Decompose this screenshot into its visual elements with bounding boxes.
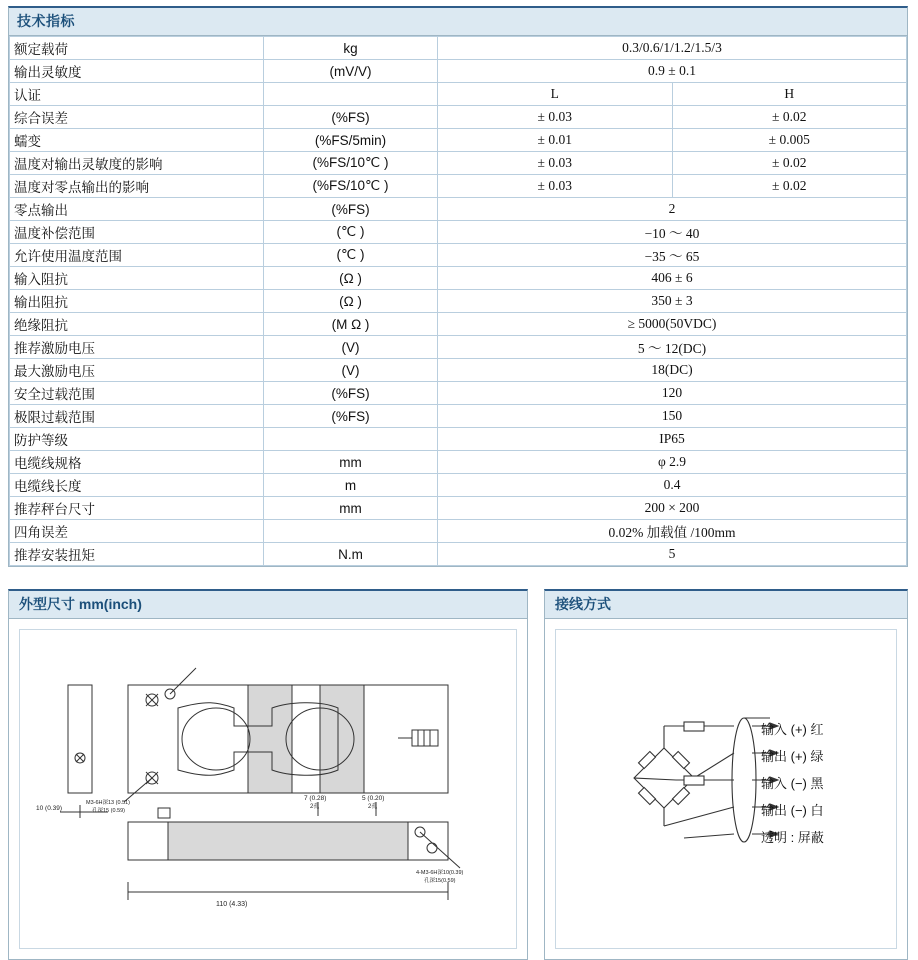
table-row <box>10 129 907 152</box>
table-row <box>10 405 907 428</box>
spec-value-cell: 200 × 200 <box>438 497 907 520</box>
spec-unit-cell: (%FS) <box>264 198 438 221</box>
table-row <box>10 221 907 244</box>
table-row <box>10 313 907 336</box>
specifications-block <box>8 6 908 567</box>
table-row <box>10 290 907 313</box>
spec-name-cell: 输出阻抗 <box>10 290 264 313</box>
spec-value-cell: 2 <box>438 198 907 221</box>
table-row <box>10 428 907 451</box>
spec-value-cell: 0.02% 加载值 /100mm <box>438 520 907 543</box>
svg-text:2孔: 2孔 <box>368 804 378 810</box>
spec-value-cell: 120 <box>438 382 907 405</box>
table-row <box>10 336 907 359</box>
dim-label-hole-left2: 孔深15 (0.59) <box>92 808 126 814</box>
spec-value-l-cell: ± 0.01 <box>438 129 673 152</box>
spec-unit-cell: N.m <box>264 543 438 566</box>
table-row <box>10 382 907 405</box>
dim-label-bottom-right2: 孔深15(0.59) <box>424 878 456 884</box>
wiring-labels <box>761 716 824 851</box>
spec-unit-cell: (%FS/5min) <box>264 129 438 152</box>
spec-value-h-cell: ± 0.02 <box>672 106 907 129</box>
wiring-diagram <box>556 630 898 948</box>
table-row <box>10 497 907 520</box>
spec-value-cell: ≥ 5000(50VDC) <box>438 313 907 336</box>
spec-unit-cell: (M Ω ) <box>264 313 438 336</box>
dim-label-bottom: 110 (4.33) <box>216 901 248 908</box>
wiring-diagram-frame <box>555 629 897 949</box>
spec-unit-cell: (Ω ) <box>264 267 438 290</box>
spec-name-cell: 认证 <box>10 83 264 106</box>
table-row <box>10 267 907 290</box>
spec-name-cell: 推荐秤台尺寸 <box>10 497 264 520</box>
spec-value-cell: 5 ～ 12(DC) <box>438 336 907 359</box>
spec-name-cell: 推荐激励电压 <box>10 336 264 359</box>
dimension-panel-title: 外型尺寸 mm(inch) <box>9 591 527 619</box>
spec-value-cell: φ 2.9 <box>438 451 907 474</box>
spec-name-cell: 推荐安装扭矩 <box>10 543 264 566</box>
spec-unit-cell: (%FS) <box>264 106 438 129</box>
spec-unit-cell: mm <box>264 497 438 520</box>
spec-unit-cell: (V) <box>264 336 438 359</box>
spec-unit-cell: (%FS/10℃ ) <box>264 152 438 175</box>
spec-unit-cell: (V) <box>264 359 438 382</box>
wiring-panel-title: 接线方式 <box>545 591 907 619</box>
spec-value-cell: 406 ± 6 <box>438 267 907 290</box>
spec-value-h-cell: H <box>672 83 907 106</box>
table-row <box>10 359 907 382</box>
spec-name-cell: 安全过载范围 <box>10 382 264 405</box>
spec-unit-cell: (℃ ) <box>264 221 438 244</box>
spec-name-cell: 极限过载范围 <box>10 405 264 428</box>
wire-label-0: 输入 (+) 红 <box>761 722 824 737</box>
specifications-table <box>9 36 907 566</box>
spec-name-cell: 四角误差 <box>10 520 264 543</box>
spec-name-cell: 电缆线规格 <box>10 451 264 474</box>
wire-label-1: 输出 (+) 绿 <box>761 749 824 764</box>
dim-label-hole-left: M3-6H深13 (0.51) <box>86 800 131 806</box>
spec-value-cell: 0.9 ± 0.1 <box>438 60 907 83</box>
dimension-drawing <box>20 630 518 948</box>
spec-unit-cell <box>264 520 438 543</box>
wire-label-3: 输出 (−) 白 <box>761 803 824 818</box>
spec-value-l-cell: ± 0.03 <box>438 175 673 198</box>
spec-unit-cell: (℃ ) <box>264 244 438 267</box>
spec-value-h-cell: ± 0.02 <box>672 175 907 198</box>
dimension-panel <box>8 589 528 960</box>
spec-unit-cell <box>264 428 438 451</box>
spec-unit-cell: kg <box>264 37 438 60</box>
spec-unit-cell: mm <box>264 451 438 474</box>
spec-name-cell: 输入阻抗 <box>10 267 264 290</box>
table-row <box>10 60 907 83</box>
spec-value-h-cell: ± 0.005 <box>672 129 907 152</box>
table-row <box>10 543 907 566</box>
spec-name-cell: 最大激励电压 <box>10 359 264 382</box>
spec-name-cell: 温度对输出灵敏度的影响 <box>10 152 264 175</box>
table-row <box>10 83 907 106</box>
spec-name-cell: 防护等级 <box>10 428 264 451</box>
spec-name-cell: 输出灵敏度 <box>10 60 264 83</box>
spec-value-cell: 18(DC) <box>438 359 907 382</box>
table-row <box>10 152 907 175</box>
spec-value-cell: −35 ～ 65 <box>438 244 907 267</box>
table-row <box>10 520 907 543</box>
table-row <box>10 106 907 129</box>
spec-unit-cell: (%FS/10℃ ) <box>264 175 438 198</box>
table-row <box>10 474 907 497</box>
spec-unit-cell <box>264 83 438 106</box>
dim-label-bottom-right: 4-M3-6H深10(0.39) <box>416 870 464 876</box>
dim-label-mid: 7 (0.28) <box>304 795 327 802</box>
spec-value-l-cell: ± 0.03 <box>438 106 673 129</box>
spec-value-h-cell: ± 0.02 <box>672 152 907 175</box>
spec-value-cell: 0.3/0.6/1/1.2/1.5/3 <box>438 37 907 60</box>
spec-value-cell: IP65 <box>438 428 907 451</box>
svg-text:2孔: 2孔 <box>310 804 320 810</box>
spec-unit-cell: m <box>264 474 438 497</box>
specifications-title: 技术指标 <box>9 8 907 36</box>
spec-unit-cell: (%FS) <box>264 382 438 405</box>
spec-value-cell: 150 <box>438 405 907 428</box>
dimension-drawing-frame <box>19 629 517 949</box>
spec-name-cell: 额定载荷 <box>10 37 264 60</box>
spec-value-cell: −10 ～ 40 <box>438 221 907 244</box>
spec-name-cell: 温度对零点输出的影响 <box>10 175 264 198</box>
spec-name-cell: 温度补偿范围 <box>10 221 264 244</box>
spec-name-cell: 电缆线长度 <box>10 474 264 497</box>
spec-name-cell: 绝缘阻抗 <box>10 313 264 336</box>
spec-value-l-cell: L <box>438 83 673 106</box>
spec-value-cell: 0.4 <box>438 474 907 497</box>
dim-label-right: 5 (0.20) <box>362 795 385 802</box>
bottom-panels <box>8 589 910 960</box>
spec-name-cell: 零点输出 <box>10 198 264 221</box>
spec-value-cell: 350 ± 3 <box>438 290 907 313</box>
spec-unit-cell: (mV/V) <box>264 60 438 83</box>
table-row <box>10 451 907 474</box>
spec-unit-cell: (%FS) <box>264 405 438 428</box>
spec-value-cell: 5 <box>438 543 907 566</box>
table-row <box>10 198 907 221</box>
table-row <box>10 175 907 198</box>
wire-label-4: 透明 : 屏蔽 <box>761 830 824 845</box>
table-row <box>10 37 907 60</box>
table-row <box>10 244 907 267</box>
spec-name-cell: 蠕变 <box>10 129 264 152</box>
spec-name-cell: 综合误差 <box>10 106 264 129</box>
spec-name-cell: 允许使用温度范围 <box>10 244 264 267</box>
dim-label-left: 10 (0.39) <box>36 805 63 812</box>
wiring-panel <box>544 589 908 960</box>
spec-unit-cell: (Ω ) <box>264 290 438 313</box>
spec-value-l-cell: ± 0.03 <box>438 152 673 175</box>
wire-label-2: 输入 (−) 黑 <box>761 776 824 791</box>
